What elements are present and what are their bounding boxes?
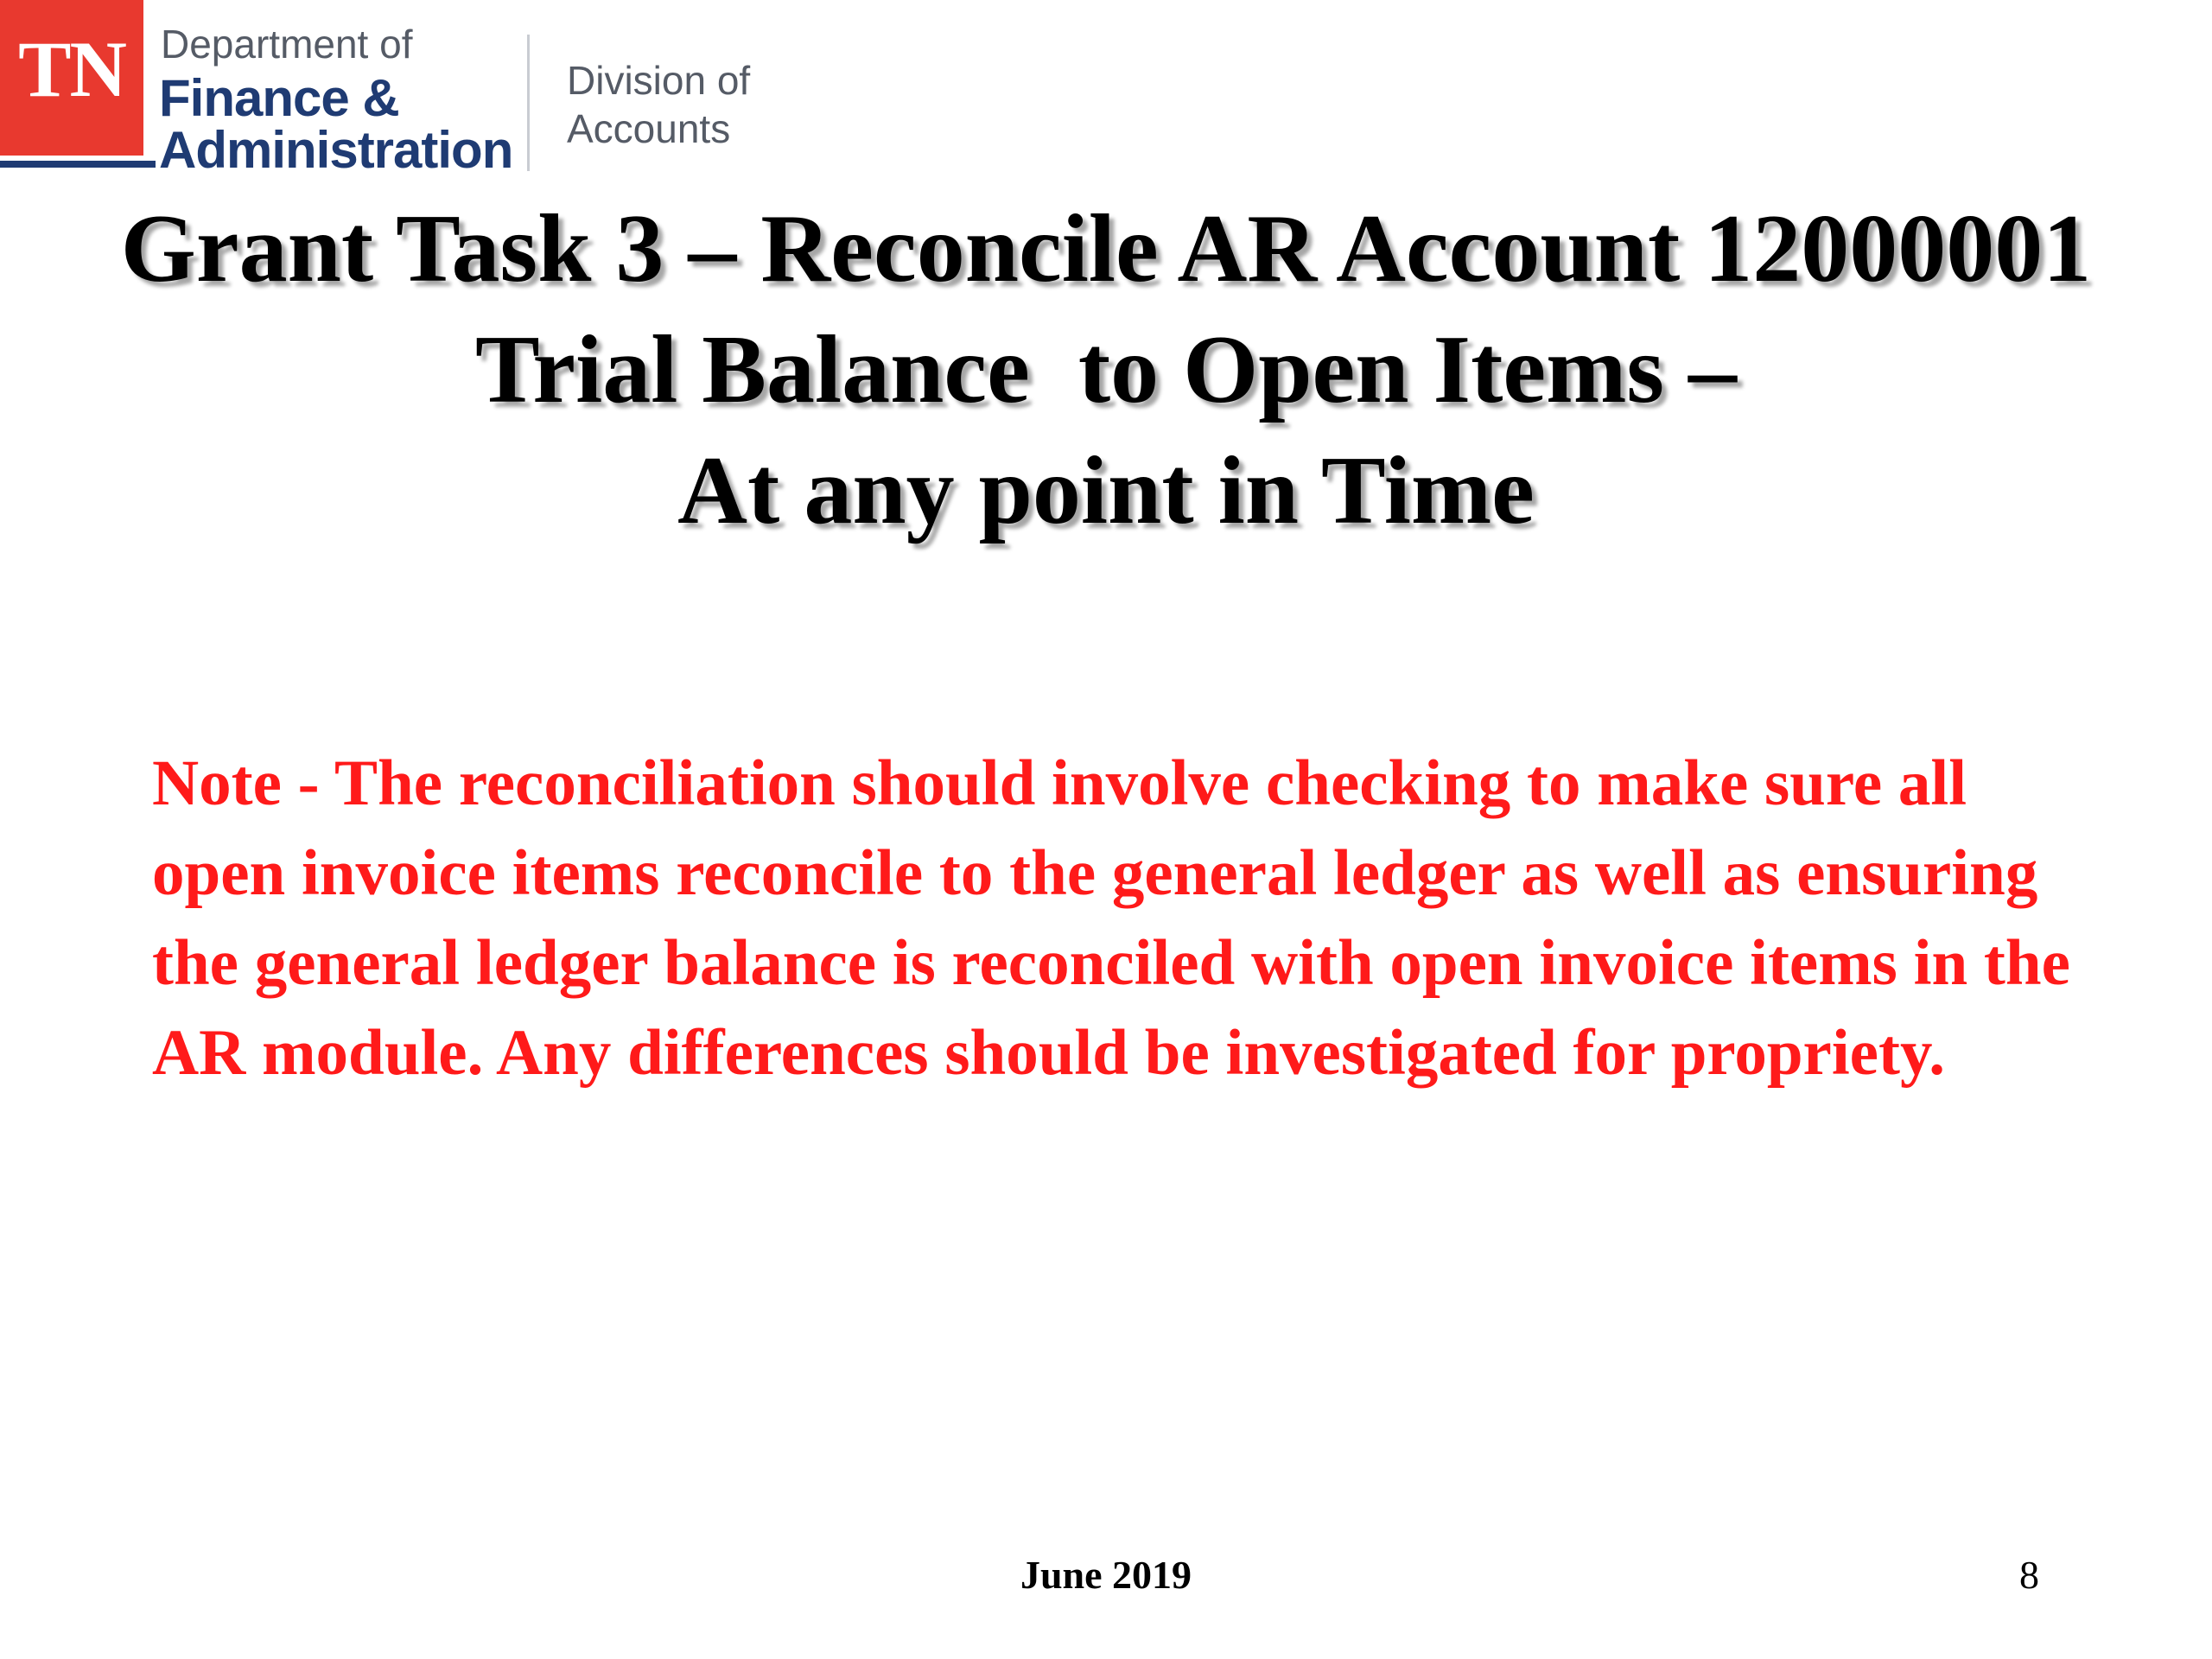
logo-division-line-1: Division of xyxy=(567,58,751,103)
tn-finance-administration-logo xyxy=(0,0,760,179)
slide-title-line-2: Trial Balance to Open Items – xyxy=(474,316,1738,423)
logo-divider xyxy=(527,35,530,171)
slide-title-line-3: At any point in Time xyxy=(677,437,1535,544)
logo-division-line-2: Accounts xyxy=(567,106,731,151)
page-number: 8 xyxy=(2019,1553,2039,1597)
logo-department-line-2: Finance & xyxy=(159,69,399,127)
logo-underline xyxy=(0,161,156,168)
footer-date: June 2019 xyxy=(1020,1553,1192,1597)
slide-title xyxy=(0,188,2212,551)
logo-department-line-1: Department of xyxy=(161,22,413,67)
tn-badge: TN xyxy=(0,0,143,156)
slide-title-line-1: Grant Task 3 – Reconcile AR Account 12000001 xyxy=(120,195,2092,302)
reconciliation-note: Note - The reconciliation should involve checking to make sure all open invoice items reconcile to the general ledger as well as ensuring the general ledger balance is reconciled with open invoice items in the AR module. Any differences should be investigated for propriety. xyxy=(152,747,2070,1089)
logo-department-line-3: Administration xyxy=(159,121,513,179)
